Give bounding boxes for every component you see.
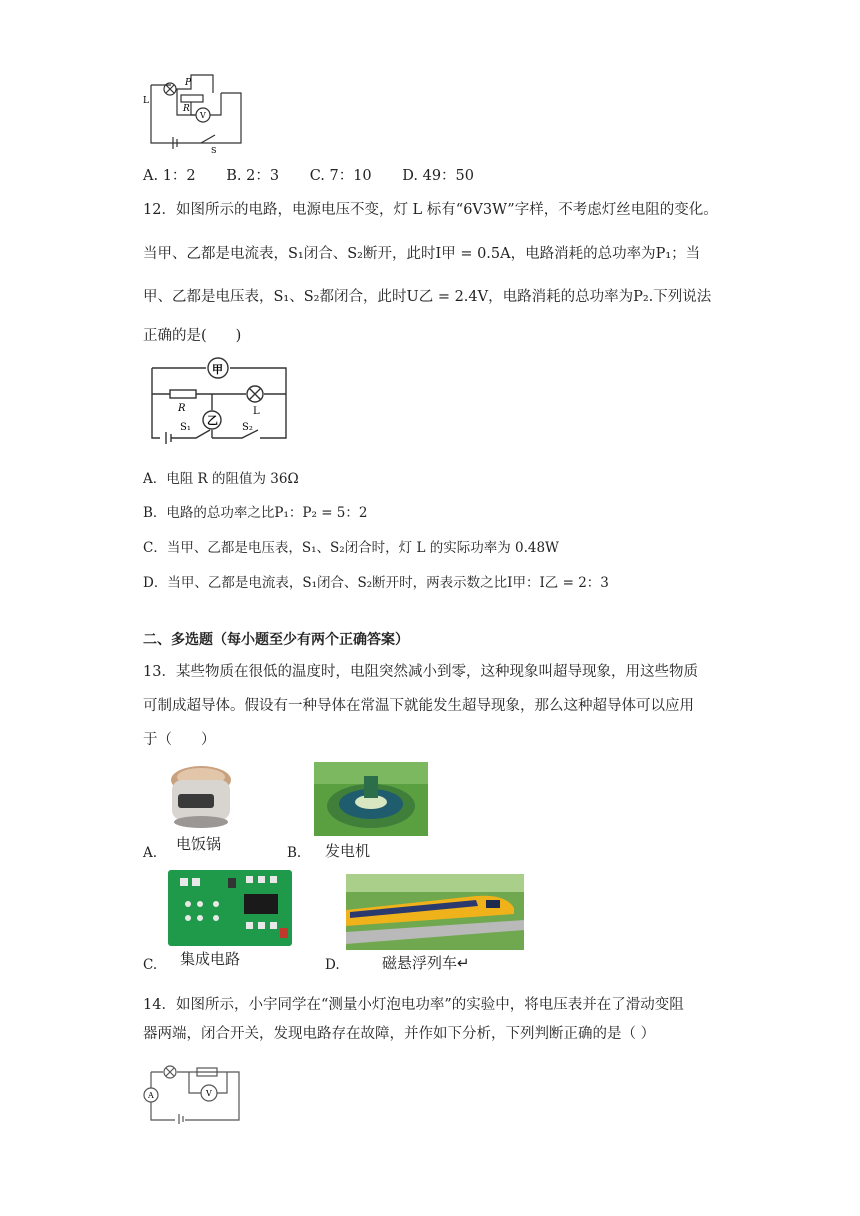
rice-cooker-image [168,760,234,832]
q13-line-2: 可制成超导体。假设有一种导体在常温下就能发生超导现象，那么这种超导体可以应用 [143,698,694,714]
q11-circuit-figure [143,67,243,155]
q11-lamp-label: L [143,96,149,106]
q14-line-1: 14．如图所示，小宇同学在“测量小灯泡电功率”的实验中，将电压表并在了滑动变阻 [143,997,684,1013]
q12-jia-label: 甲 [212,363,223,376]
q11-options [143,164,500,185]
q12-line-2: 当甲、乙都是电流表，S₁闭合、S₂断开，此时I甲 = 0.5A，电路消耗的总功率为P₁；当 [143,246,701,262]
maglev-train-svg [346,874,524,950]
generator-svg [314,762,428,836]
q13-caption-b: 发电机 [325,842,371,860]
q13-caption-a: 电饭锅 [176,835,222,853]
q13-option-a-label[interactable]: A. [143,845,158,861]
q13-option-d-label[interactable]: D. [325,957,340,973]
q12-option-d[interactable]: D．当甲、乙都是电流表，S₁闭合、S₂断开时，两表示数之比I甲：I乙 = 2：3 [143,575,609,591]
q14-a-label: A [148,1091,154,1100]
section-2-title: 二、多选题（每小题至少有两个正确答案） [143,632,409,648]
q11-v-label: V [200,111,206,120]
q11-option-c[interactable]: C. 7：10 [309,168,372,184]
q12-yi-label: 乙 [207,414,218,427]
q12-circuit-svg [146,352,292,444]
q12-circuit-figure [146,352,292,444]
q13-caption-d: 磁悬浮列车↵ [382,954,470,972]
q11-p-label: P [185,78,192,88]
q14-circuit-svg [143,1058,243,1124]
q12-option-c[interactable]: C．当甲、乙都是电压表，S₁、S₂闭合时，灯 L 的实际功率为 0.48W [143,540,559,556]
q13-option-c-label[interactable]: C. [143,957,158,973]
q12-r-label: R [178,403,186,414]
q11-option-b[interactable]: B. 2：3 [226,168,280,184]
q12-s2-label: S₂ [242,422,253,433]
generator-image [314,762,428,836]
maglev-train-image [346,874,524,950]
q12-l-label: L [253,406,260,417]
integrated-circuit-image [168,870,292,946]
q14-circuit-figure [143,1058,243,1124]
q12-line-3: 甲、乙都是电压表，S₁、S₂都闭合，此时U乙 = 2.4V，电路消耗的总功率为P₂.下列说法 [143,289,712,305]
q11-circuit-svg [143,67,243,155]
q12-s1-label: S₁ [180,422,191,433]
q11-option-d[interactable]: D. 49：50 [402,168,475,184]
q12-option-a[interactable]: A．电阻 R 的阻值为 36Ω [143,471,299,487]
q11-r-label: R [183,104,190,114]
q14-v-label: V [206,1089,212,1098]
q13-line-3: 于（ ） [143,732,216,748]
q14-line-2: 器两端，闭合开关，发现电路存在故障，并作如下分析，下列判断正确的是（ ） [143,1026,656,1042]
q11-s-label: S [211,146,217,155]
q12-option-b[interactable]: B．电路的总功率之比P₁：P₂ = 5：2 [143,505,368,521]
rice-cooker-svg [168,760,234,832]
q11-option-a[interactable]: A. 1：2 [143,168,196,184]
q12-line-4: 正确的是( ) [143,328,242,344]
q13-line-1: 13．某些物质在很低的温度时，电阻突然减小到零，这种现象叫超导现象，用这些物质 [143,664,698,680]
q12-line-1: 12．如图所示的电路，电源电压不变，灯 L 标有“6V3W”字样，不考虑灯丝电阻的变化。 [143,202,718,218]
q13-option-b-label[interactable]: B. [287,845,302,861]
integrated-circuit-svg [168,870,292,946]
q13-caption-c: 集成电路 [180,950,241,968]
